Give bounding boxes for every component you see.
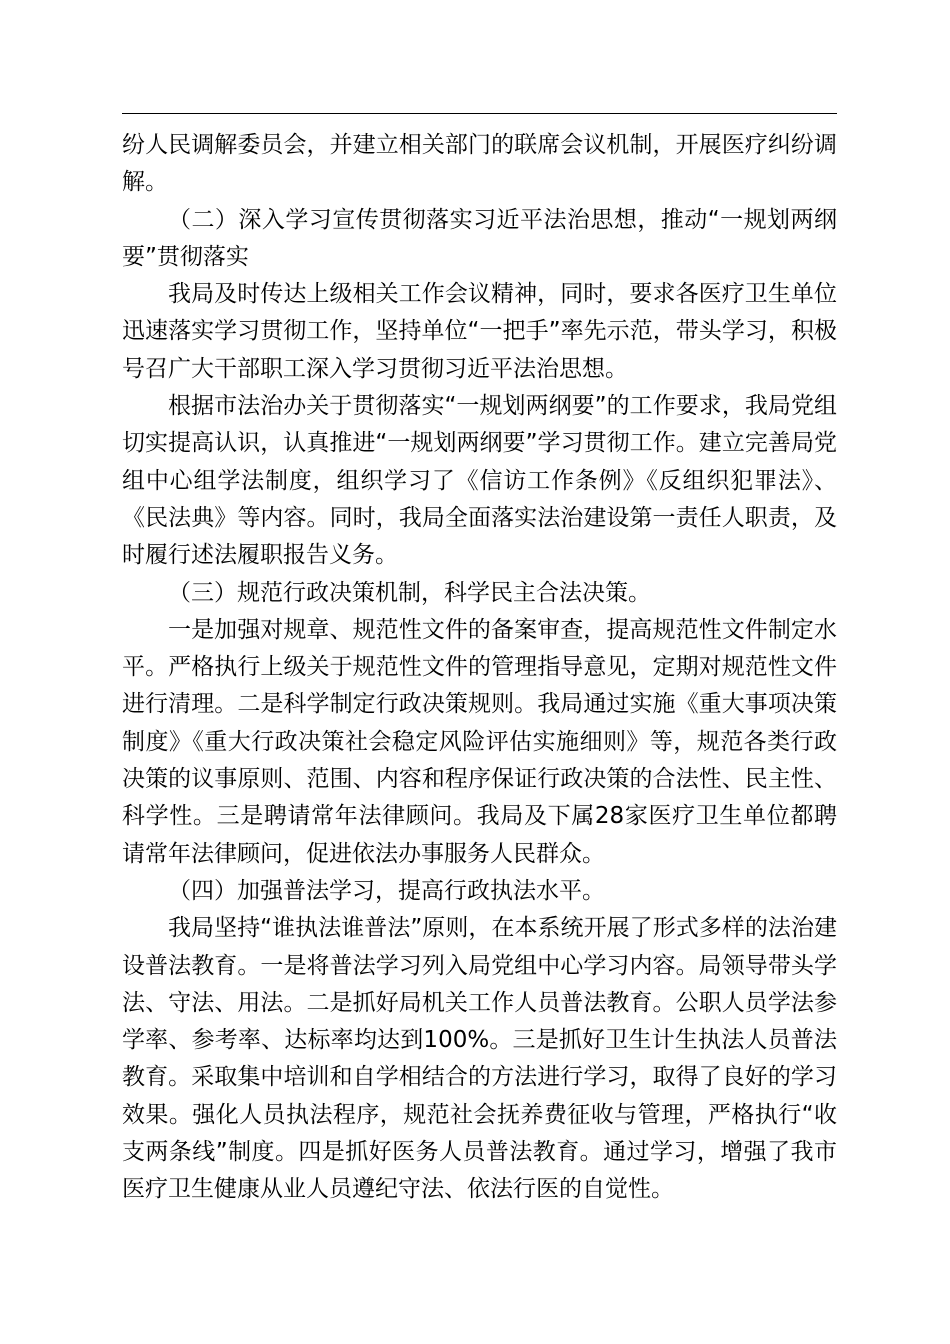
paragraph: 根据市法治办关于贯彻落实“一规划两纲要”的工作要求，我局党组切实提高认识，认真推进“一规划两纲要”学习贯彻工作。建立完善局党组中心组学法制度，组织学习了《信访工作条例》《反组织犯罪法》、《民法典》等内容。同时，我局全面落实法治建设第一责任人职责，及时履行述法履职报告义务。 (122, 393, 837, 569)
paragraph: 我局及时传达上级相关工作会议精神，同时，要求各医疗卫生单位迅速落实学习贯彻工作，坚持单位“一把手”率先示范，带头学习，积极号召广大干部职工深入学习贯彻习近平法治思想。 (122, 281, 837, 382)
section-heading-2: （二）深入学习宣传贯彻落实习近平法治思想，推动“一规划两纲要”贯彻落实 (122, 206, 837, 270)
paragraph: 一是加强对规章、规范性文件的备案审查，提高规范性文件制定水平。严格执行上级关于规范性文件的管理指导意见，定期对规范性文件进行清理。二是科学制定行政决策规则。我局通过实施《重大事项决策制度》《重大行政决策社会稳定风险评估实施细则》等，规范各类行政决策的议事原则、范围、内容和程序保证行政决策的合法性、民主性、科学性。三是聘请常年法律顾问。我局及下属28家医疗卫生单位都聘请常年法律顾问，促进依法办事服务人民群众。 (122, 616, 837, 867)
section-heading-4: （四）加强普法学习，提高行政执法水平。 (168, 877, 605, 904)
document-body (122, 127, 837, 1209)
section-heading-3: （三）规范行政决策机制，科学民主合法决策。 (168, 579, 651, 606)
paragraph: 我局坚持“谁执法谁普法”原则，在本系统开展了形式多样的法治建设普法教育。一是将普法学习列入局党组中心学习内容。局领导带头学法、守法、用法。二是抓好局机关工作人员普法教育。公职人员学法参学率、参考率、达标率均达到100%。三是抓好卫生计生执法人员普法教育。采取集中培训和自学相结合的方法进行学习，取得了良好的学习效果。强化人员执法程序，规范社会抚养费征收与管理，严格执行“收支两条线”制度。四是抓好医务人员普法教育。通过学习，增强了我市医疗卫生健康从业人员遵纪守法、依法行医的自觉性。 (122, 915, 837, 1203)
paragraph-continuation: 纷人民调解委员会，并建立相关部门的联席会议机制，开展医疗纠纷调解。 (122, 132, 837, 196)
header-rule (122, 113, 837, 114)
